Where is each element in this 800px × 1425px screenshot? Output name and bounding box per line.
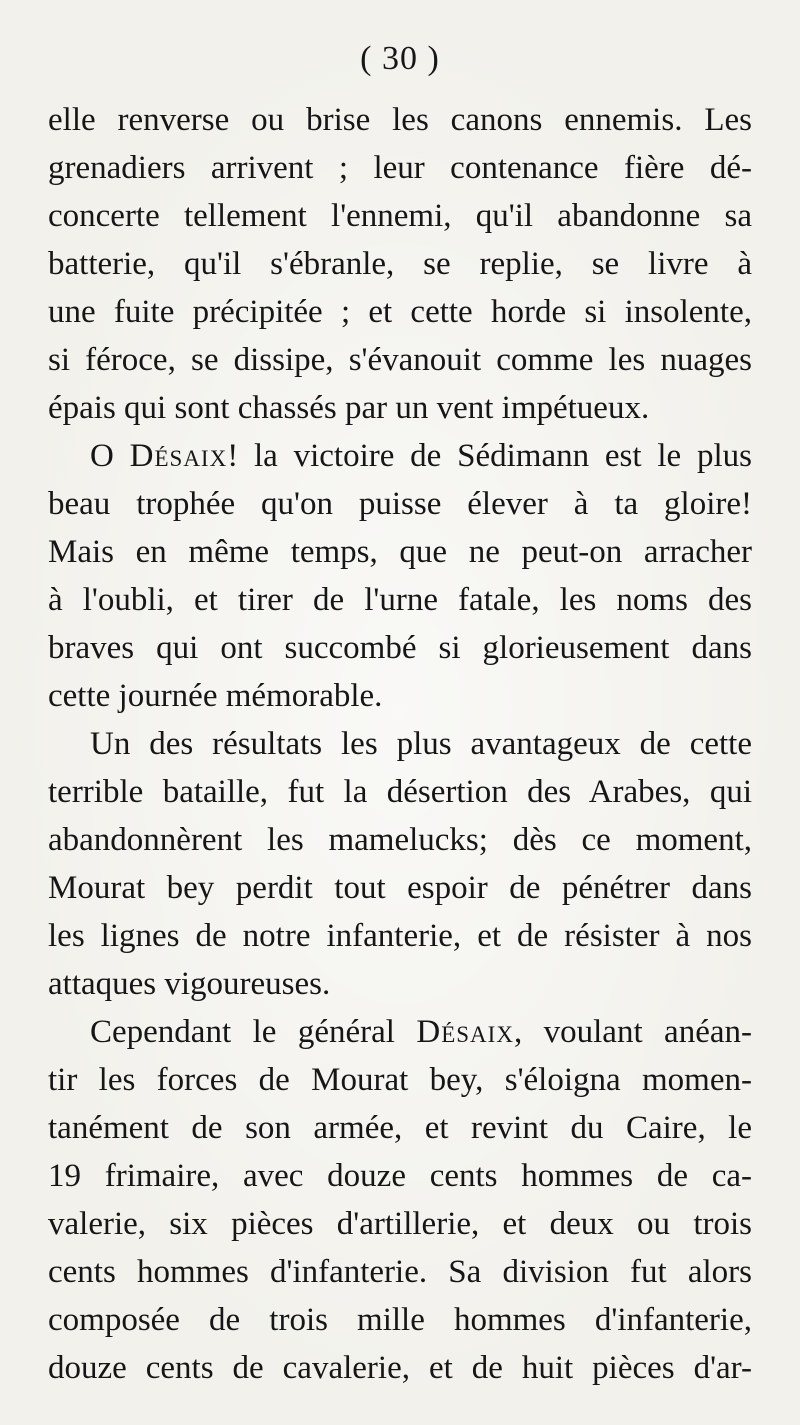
- text-line: épais qui sont chassés par un vent impétueux.: [48, 390, 650, 426]
- text-line: à l'oubli, et tirer de l'urne fatale, les noms des: [48, 582, 752, 618]
- name-small-caps: Désaix: [416, 1014, 514, 1050]
- text-line: une fuite précipitée ; et cette horde si insolente,: [48, 294, 752, 330]
- paragraph-start-line: Un des résultats les plus avantageux de cette: [90, 726, 752, 762]
- text-line: 19 frimaire, avec douze cents hommes de ca-: [48, 1158, 752, 1194]
- page-number: ( 30 ): [360, 40, 440, 77]
- text-line: cette journée mémorable.: [48, 678, 383, 714]
- text-line: Mais en même temps, que ne peut-on arracher: [48, 534, 752, 570]
- text-line: braves qui ont succombé si glorieusement dans: [48, 630, 752, 666]
- text-line: beau trophée qu'on puisse élever à ta gloire!: [48, 486, 752, 522]
- text-line: concerte tellement l'ennemi, qu'il abandonne sa: [48, 198, 752, 234]
- text-line: si féroce, se dissipe, s'évanouit comme les nuages: [48, 342, 752, 378]
- text-line: Mourat bey perdit tout espoir de pénétrer dans: [48, 870, 752, 906]
- text-line: attaques vigoureuses.: [48, 966, 331, 1002]
- text-line: elle renverse ou brise les canons ennemis. Les: [48, 102, 752, 138]
- paragraph-start-line: [48, 1008, 752, 1056]
- text-fragment: ! la victoire de Sédimann est le plus: [227, 438, 752, 474]
- name-small-caps: Désaix: [129, 438, 228, 474]
- text-fragment: O: [90, 438, 114, 474]
- paragraph-start-line: [48, 432, 752, 480]
- text-line: douze cents de cavalerie, et de huit pièces d'ar-: [48, 1350, 752, 1386]
- text-fragment: , voulant anéan-: [513, 1014, 752, 1050]
- text-line: les lignes de notre infanterie, et de résister à nos: [48, 918, 752, 954]
- text-line: valerie, six pièces d'artillerie, et deux ou trois: [48, 1206, 752, 1242]
- text-line: abandonnèrent les mamelucks; dès ce moment,: [48, 822, 752, 858]
- text-line: grenadiers arrivent ; leur contenance fière dé-: [48, 150, 752, 186]
- text-line: composée de trois mille hommes d'infanterie,: [48, 1302, 752, 1338]
- text-line: tanément de son armée, et revint du Caire, le: [48, 1110, 752, 1146]
- body-text: [48, 96, 752, 1392]
- text-line: terrible bataille, fut la désertion des Arabes, qui: [48, 774, 752, 810]
- text-line: tir les forces de Mourat bey, s'éloigna momen-: [48, 1062, 752, 1098]
- text-fragment: Cependant le général: [90, 1014, 395, 1050]
- text-line: batterie, qu'il s'ébranle, se replie, se livre à: [48, 246, 752, 282]
- text-line: cents hommes d'infanterie. Sa division fut alors: [48, 1254, 752, 1290]
